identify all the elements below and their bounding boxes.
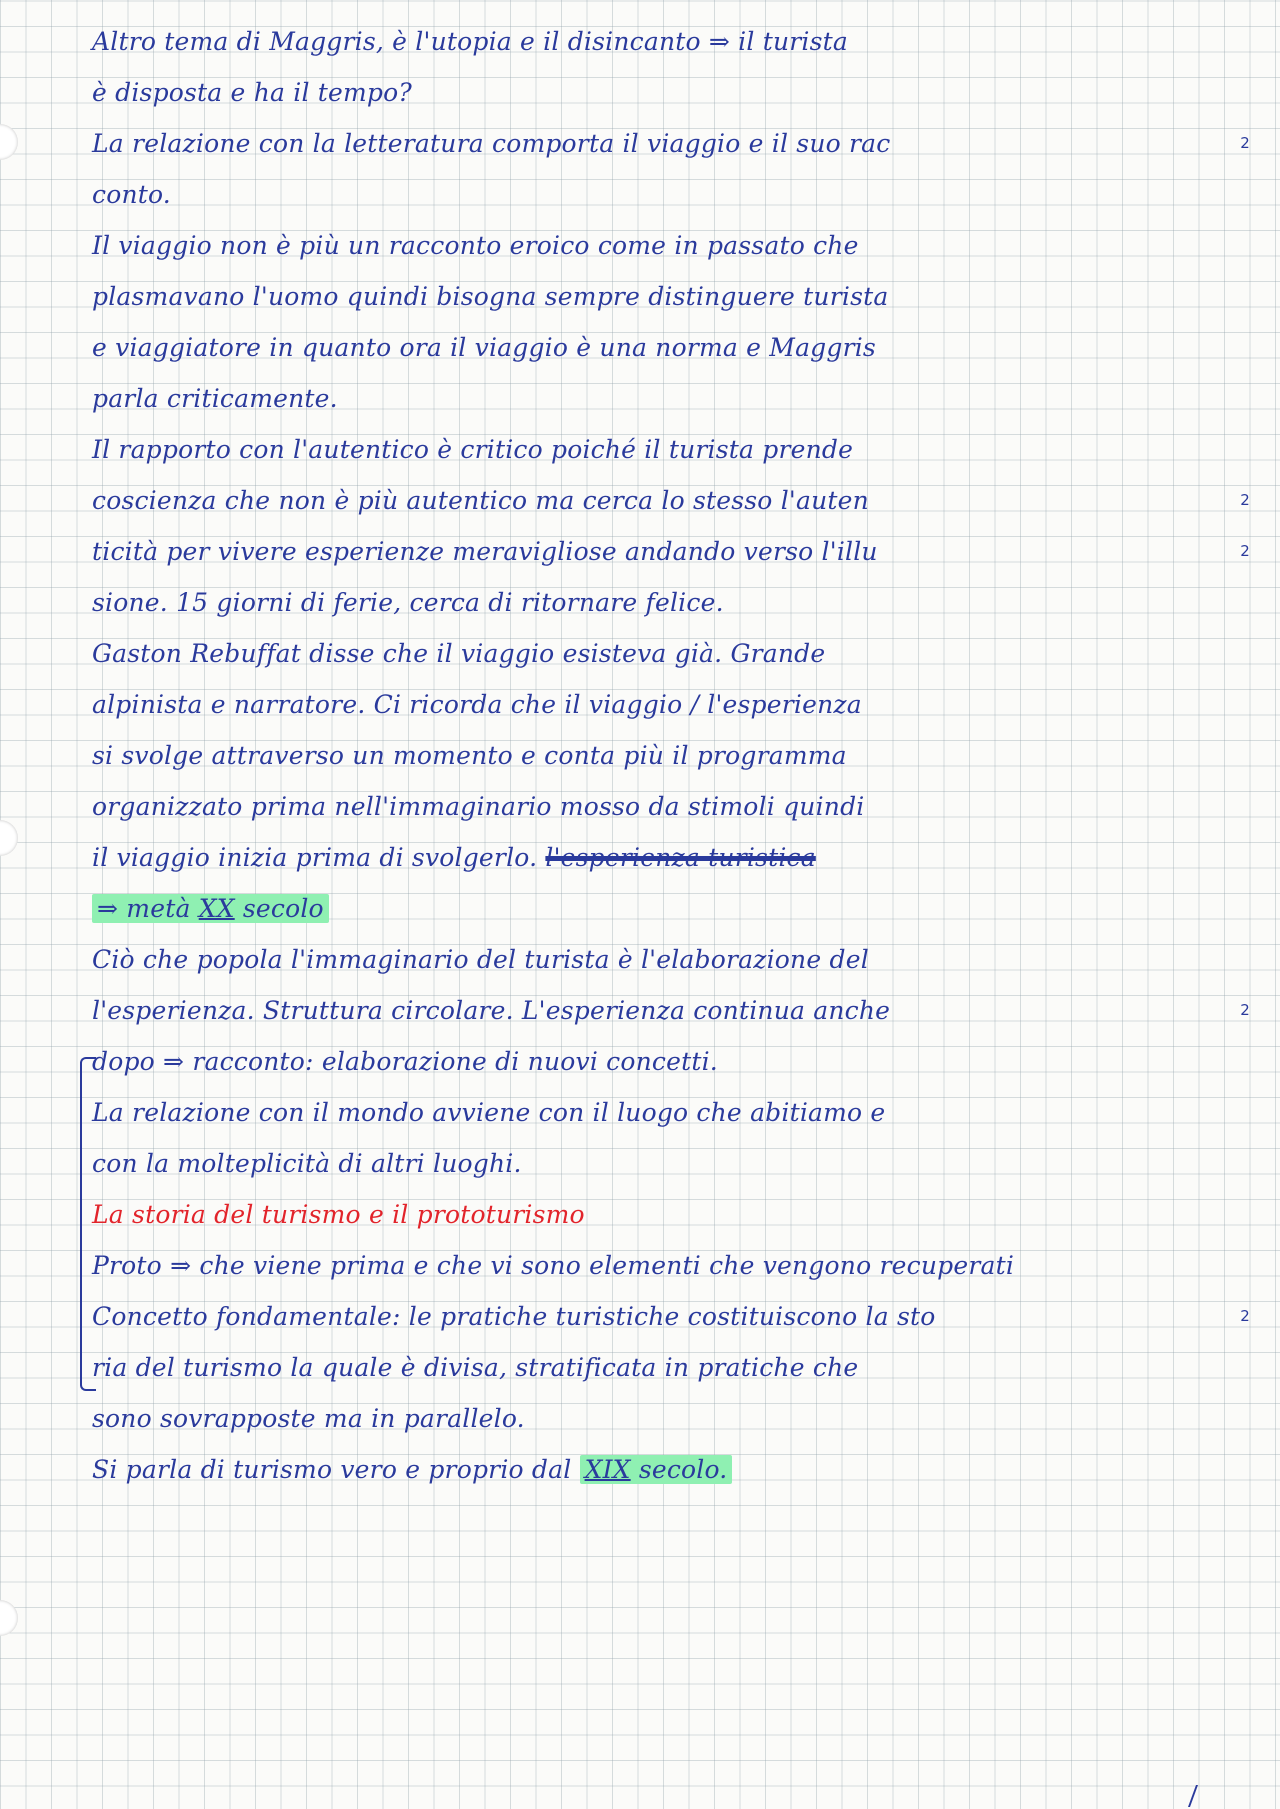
highlighted-date: ⇒ metà XX secolo xyxy=(92,894,329,923)
note-line: l'esperienza. Struttura circolare. L'esperienza continua anche 2 xyxy=(92,985,1262,1036)
note-line: coscienza che non è più autentico ma cerca lo stesso l'auten 2 xyxy=(92,475,1262,526)
highlighted-date: XIX secolo. xyxy=(580,1455,733,1484)
note-line: con la molteplicità di altri luoghi. xyxy=(92,1149,522,1178)
note-line: plasmavano l'uomo quindi bisogna sempre distinguere turista xyxy=(92,282,889,311)
note-line: ria del turismo la quale è divisa, stratificata in pratiche che xyxy=(92,1353,859,1382)
binder-hole xyxy=(0,820,18,856)
note-line: Ciò che popola l'immaginario del turista è l'elaborazione del xyxy=(92,945,869,974)
note-line: Concetto fondamentale: le pratiche turistiche costituiscono la sto 2 xyxy=(92,1291,1262,1342)
handwritten-notes xyxy=(92,16,1262,1495)
note-line: sono sovrapposte ma in parallelo. xyxy=(92,1404,525,1433)
note-line: organizzato prima nell'immaginario mosso da stimoli quindi xyxy=(92,792,865,821)
note-line xyxy=(92,883,1262,934)
binder-hole xyxy=(0,1600,18,1636)
note-line: Si parla di turismo vero e proprio dal XIX secolo. xyxy=(92,1444,1262,1495)
note-line: La relazione con il mondo avviene con il luogo che abitiamo e xyxy=(92,1098,886,1127)
note-line: si svolge attraverso un momento e conta più il programma xyxy=(92,741,847,770)
note-line: La relazione con la letteratura comporta il viaggio e il suo rac 2 xyxy=(92,118,1262,169)
note-line: conto. xyxy=(92,180,171,209)
margin-mark: 2 xyxy=(1240,542,1250,560)
note-line: alpinista e narratore. Ci ricorda che il viaggio / l'esperienza xyxy=(92,690,862,719)
margin-mark: 2 xyxy=(1240,491,1250,509)
note-line: e viaggiatore in quanto ora il viaggio è una norma e Maggris xyxy=(92,333,876,362)
margin-mark: 2 xyxy=(1240,1307,1250,1325)
note-line: Gaston Rebuffat disse che il viaggio esisteva già. Grande xyxy=(92,639,826,668)
section-heading: La storia del turismo e il prototurismo xyxy=(92,1200,585,1229)
margin-mark: 2 xyxy=(1240,1001,1250,1019)
note-line: il viaggio inizia prima di svolgerlo. l'esperienza turistica xyxy=(92,843,816,872)
note-line: Il viaggio non è più un racconto eroico come in passato che xyxy=(92,231,859,260)
note-line: parla criticamente. xyxy=(92,384,338,413)
binder-hole xyxy=(0,124,18,160)
note-line: Il rapporto con l'autentico è critico poiché il turista prende xyxy=(92,435,854,464)
note-line: Proto ⇒ che viene prima e che vi sono elementi che vengono recuperati xyxy=(92,1251,1015,1280)
struck-out-text: l'esperienza turistica xyxy=(545,843,816,872)
corner-arrow-mark xyxy=(1188,1785,1220,1807)
note-line: ticità per vivere esperienze meravigliose andando verso l'illu 2 xyxy=(92,526,1262,577)
note-line: è disposta e ha il tempo? xyxy=(92,78,412,107)
note-line: dopo ⇒ racconto: elaborazione di nuovi concetti. xyxy=(92,1047,718,1076)
note-line: Altro tema di Maggris, è l'utopia e il disincanto ⇒ il turista xyxy=(92,27,848,56)
margin-mark: 2 xyxy=(1240,134,1250,152)
note-line: sione. 15 giorni di ferie, cerca di ritornare felice. xyxy=(92,588,724,617)
